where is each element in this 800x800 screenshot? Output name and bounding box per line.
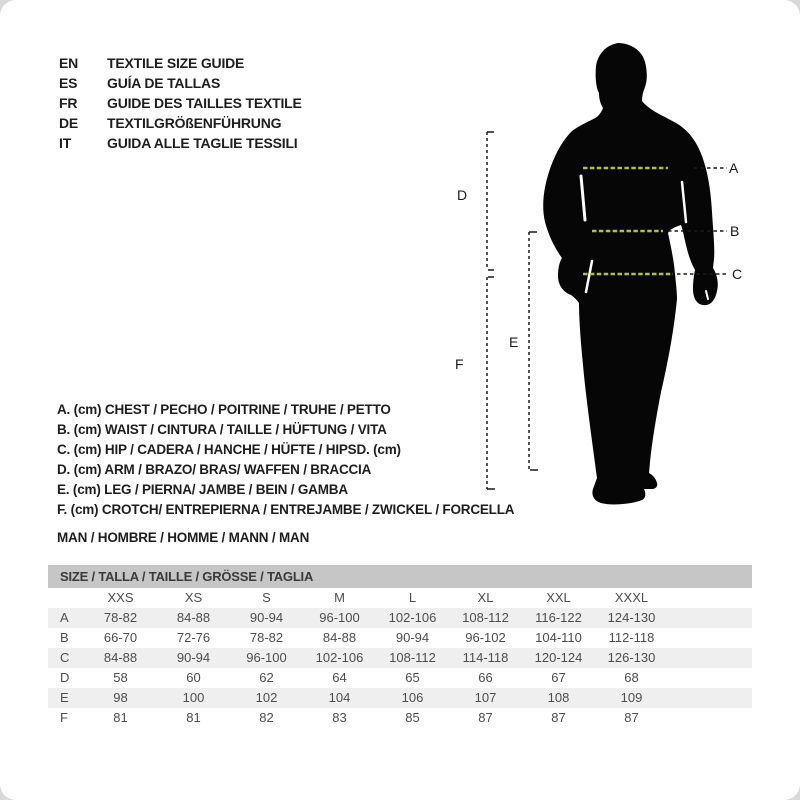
legend-line-chest: A. (cm) CHEST / PECHO / POITRINE / TRUHE / PETTO bbox=[57, 402, 391, 417]
legend-line-crotch: F. (cm) CROTCH/ ENTREPIERNA / ENTREJAMBE / ZWICKEL / FORCELLA bbox=[57, 502, 515, 517]
language-row bbox=[59, 133, 302, 153]
row-label: B bbox=[60, 630, 69, 645]
table-cell: 116-122 bbox=[535, 610, 582, 625]
table-cell: 102 bbox=[255, 690, 278, 705]
table-cell: 100 bbox=[182, 690, 205, 705]
table-row bbox=[48, 608, 752, 628]
table-cell: 96-102 bbox=[465, 630, 506, 645]
table-cell: 67 bbox=[551, 670, 566, 685]
table-cell: 96-100 bbox=[319, 610, 360, 625]
table-row bbox=[48, 688, 752, 708]
table-cell: 72-76 bbox=[176, 630, 211, 645]
table-cell: 90-94 bbox=[176, 650, 211, 665]
table-cell: 64 bbox=[332, 670, 347, 685]
table-cell: 65 bbox=[405, 670, 420, 685]
table-row bbox=[48, 648, 752, 668]
table-cell: 83 bbox=[332, 710, 347, 725]
table-cell: 108 bbox=[547, 690, 570, 705]
column-header-xxs: XXS bbox=[107, 590, 134, 605]
table-cell: 102-106 bbox=[388, 610, 437, 625]
table-cell: 106 bbox=[401, 690, 424, 705]
language-code: DE bbox=[59, 115, 79, 131]
table-cell: 104-110 bbox=[535, 630, 582, 645]
label-chest: A bbox=[729, 160, 739, 176]
table-cell: 90-94 bbox=[395, 630, 430, 645]
label-hip: C bbox=[732, 266, 743, 282]
table-cell: 96-100 bbox=[246, 650, 287, 665]
table-cell: 107 bbox=[474, 690, 497, 705]
size-table-header-row bbox=[48, 588, 752, 608]
table-cell: 124-130 bbox=[607, 610, 656, 625]
language-title: TEXTILGRÖßENFÜHRUNG bbox=[107, 115, 282, 131]
label-leg: E bbox=[509, 334, 519, 350]
table-cell: 81 bbox=[113, 710, 128, 725]
language-title: GUÍA DE TALLAS bbox=[107, 75, 221, 91]
label-waist: B bbox=[730, 223, 740, 239]
column-header-m: M bbox=[334, 590, 345, 605]
table-cell: 90-94 bbox=[249, 610, 284, 625]
table-cell: 60 bbox=[186, 670, 201, 685]
label-arm: D bbox=[457, 187, 468, 203]
table-cell: 82 bbox=[259, 710, 274, 725]
table-cell: 87 bbox=[551, 710, 566, 725]
column-header-xs: XS bbox=[184, 590, 203, 605]
column-header-xxxl: XXXL bbox=[614, 590, 649, 605]
table-cell: 104 bbox=[328, 690, 351, 705]
language-code: EN bbox=[59, 55, 79, 71]
language-title: GUIDE DES TAILLES TEXTILE bbox=[107, 95, 302, 111]
table-cell: 84-88 bbox=[322, 630, 357, 645]
legend-line-arm: D. (cm) ARM / BRAZO/ BRAS/ WAFFEN / BRACCIA bbox=[57, 462, 372, 477]
language-row bbox=[59, 53, 302, 73]
row-label: F bbox=[60, 710, 68, 725]
column-header-s: S bbox=[262, 590, 271, 605]
table-cell: 66-70 bbox=[103, 630, 138, 645]
language-title-list bbox=[59, 53, 302, 153]
column-header-xxl: XXL bbox=[546, 590, 571, 605]
table-cell: 66 bbox=[478, 670, 493, 685]
table-cell: 126-130 bbox=[607, 650, 656, 665]
row-label: E bbox=[60, 690, 69, 705]
language-code: IT bbox=[59, 135, 72, 151]
size-table-title: SIZE / TALLA / TAILLE / GRÖSSE / TAGLIA bbox=[48, 565, 752, 588]
measurement-legend bbox=[57, 400, 514, 520]
table-cell: 78-82 bbox=[249, 630, 284, 645]
table-cell: 87 bbox=[478, 710, 493, 725]
row-label: C bbox=[60, 650, 70, 665]
table-cell: 112-118 bbox=[608, 630, 655, 645]
language-row bbox=[59, 73, 302, 93]
table-cell: 120-124 bbox=[534, 650, 583, 665]
language-title: TEXTILE SIZE GUIDE bbox=[107, 55, 245, 71]
table-cell: 78-82 bbox=[103, 610, 138, 625]
table-cell: 109 bbox=[620, 690, 643, 705]
table-row bbox=[48, 628, 752, 648]
row-label: A bbox=[60, 610, 69, 625]
language-row bbox=[59, 93, 302, 113]
table-cell: 81 bbox=[186, 710, 201, 725]
column-header-xl: XL bbox=[477, 590, 494, 605]
table-cell: 98 bbox=[113, 690, 128, 705]
language-code: FR bbox=[59, 95, 78, 111]
table-cell: 108-112 bbox=[389, 650, 436, 665]
arm-line-ticks bbox=[487, 132, 494, 270]
column-header-l: L bbox=[408, 590, 417, 605]
category-line: MAN / HOMBRE / HOMME / MANN / MAN bbox=[57, 530, 310, 545]
legend-line-waist: B. (cm) WAIST / CINTURA / TAILLE / HÜFTUNG / VITA bbox=[57, 422, 387, 437]
table-cell: 62 bbox=[259, 670, 274, 685]
legend-line-hip: C. (cm) HIP / CADERA / HANCHE / HÜFTE / HIPSD. (cm) bbox=[57, 442, 401, 457]
table-cell: 87 bbox=[624, 710, 639, 725]
table-cell: 58 bbox=[113, 670, 128, 685]
table-cell: 102-106 bbox=[315, 650, 364, 665]
table-cell: 84-88 bbox=[103, 650, 138, 665]
language-title: GUIDA ALLE TAGLIE TESSILI bbox=[107, 135, 298, 151]
table-row bbox=[48, 668, 752, 688]
size-table bbox=[48, 565, 752, 728]
language-row bbox=[59, 113, 302, 133]
table-row bbox=[48, 708, 752, 728]
table-cell: 108-112 bbox=[462, 610, 509, 625]
table-cell: 114-118 bbox=[462, 650, 509, 665]
table-cell: 68 bbox=[624, 670, 639, 685]
language-code: ES bbox=[59, 75, 78, 91]
label-crotch: F bbox=[455, 356, 464, 372]
table-cell: 85 bbox=[405, 710, 420, 725]
legend-line-leg: E. (cm) LEG / PIERNA/ JAMBE / BEIN / GAMBA bbox=[57, 482, 348, 497]
leg-line-ticks bbox=[529, 232, 538, 470]
row-label: D bbox=[60, 670, 70, 685]
table-cell: 84-88 bbox=[176, 610, 211, 625]
